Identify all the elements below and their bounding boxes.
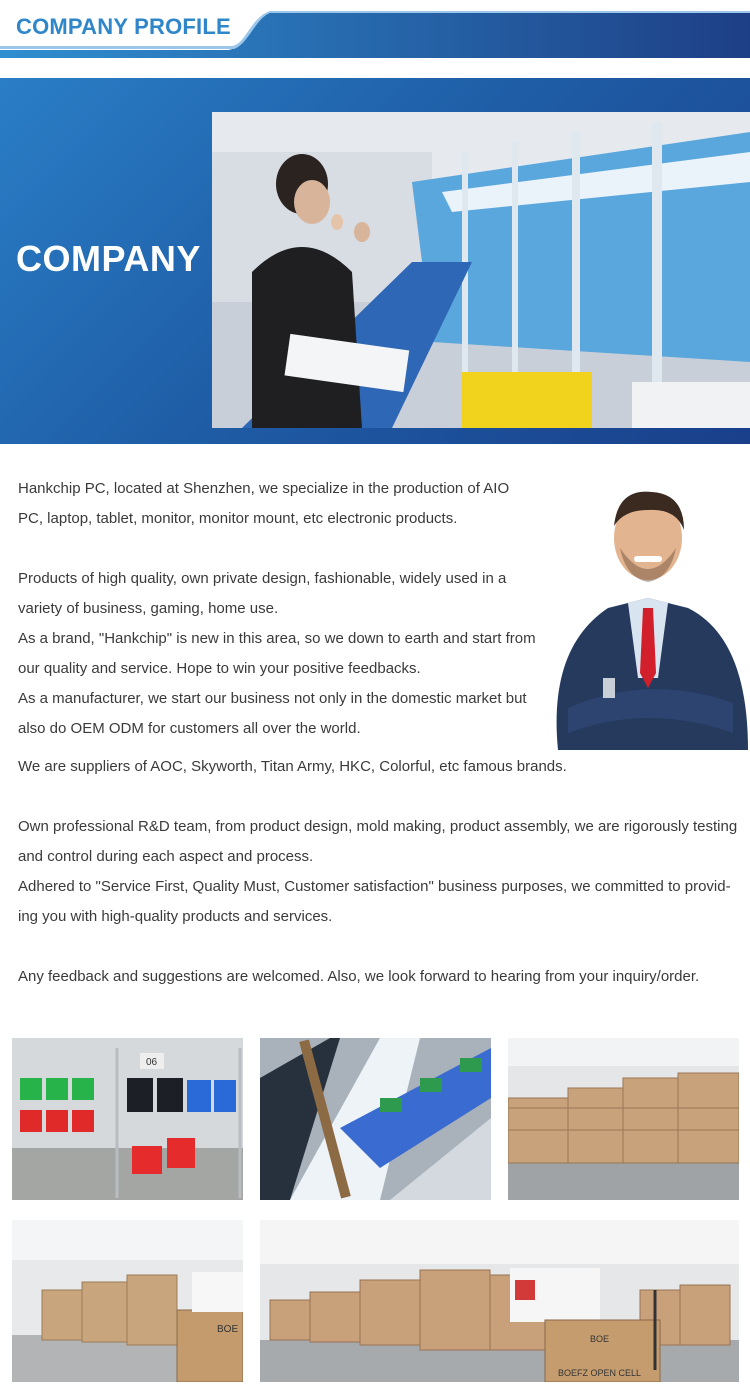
intro-line: also do OEM ODM for customers all over the world. (18, 720, 361, 737)
company-banner (0, 78, 750, 444)
businessman-portrait (548, 478, 748, 750)
intro-line: As a manufacturer, we start our business not only in the domestic market but (18, 690, 527, 707)
body-text (18, 752, 737, 992)
screen-tag: 06 (146, 1057, 158, 1068)
intro-line: variety of business, gaming, home use. (18, 600, 279, 617)
aio-panel-assembly-photo (260, 1038, 491, 1200)
section-header (0, 0, 750, 58)
body-line: Own professional R&D team, from product design, mold making, product assembly, we are rigorously testing (18, 818, 738, 835)
body-line: Adhered to "Service First, Quality Must, Customer satisfaction" business purposes, we committed to provid- (18, 878, 731, 895)
banner-title: COMPANY (16, 238, 201, 279)
body-line: and control during each aspect and process. (18, 848, 314, 865)
carton-label: BOE (590, 1334, 610, 1344)
display-test-rack-photo (12, 1038, 243, 1200)
body-line: ing you with high-quality products and services. (18, 908, 333, 925)
carton-label: BOE (217, 1324, 239, 1335)
warehouse-pallets-photo (260, 1220, 739, 1382)
carton-label: BOEFZ OPEN CELL (558, 1368, 642, 1378)
warehouse-boe-cartons-photo (12, 1220, 243, 1382)
intro-line: our quality and service. Hope to win your positive feedbacks. (18, 660, 421, 677)
closing-line: Any feedback and suggestions are welcomed. Also, we look forward to hearing from your inquiry/order. (18, 968, 700, 985)
intro-line: PC, laptop, tablet, monitor, monitor mount, etc electronic products. (18, 510, 458, 527)
intro-text (18, 474, 536, 744)
warehouse-cartons-photo-1 (508, 1038, 739, 1200)
intro-line: Products of high quality, own private design, fashionable, widely used in a (18, 570, 507, 587)
factory-assembly-line-photo (212, 112, 750, 428)
intro-line: As a brand, "Hankchip" is new in this area, so we down to earth and start from (18, 630, 536, 647)
suppliers-line: We are suppliers of AOC, Skyworth, Titan Army, HKC, Colorful, etc famous brands. (18, 758, 567, 775)
section-title: COMPANY PROFILE (16, 14, 231, 39)
intro-line: Hankchip PC, located at Shenzhen, we specialize in the production of AIO (18, 480, 510, 497)
